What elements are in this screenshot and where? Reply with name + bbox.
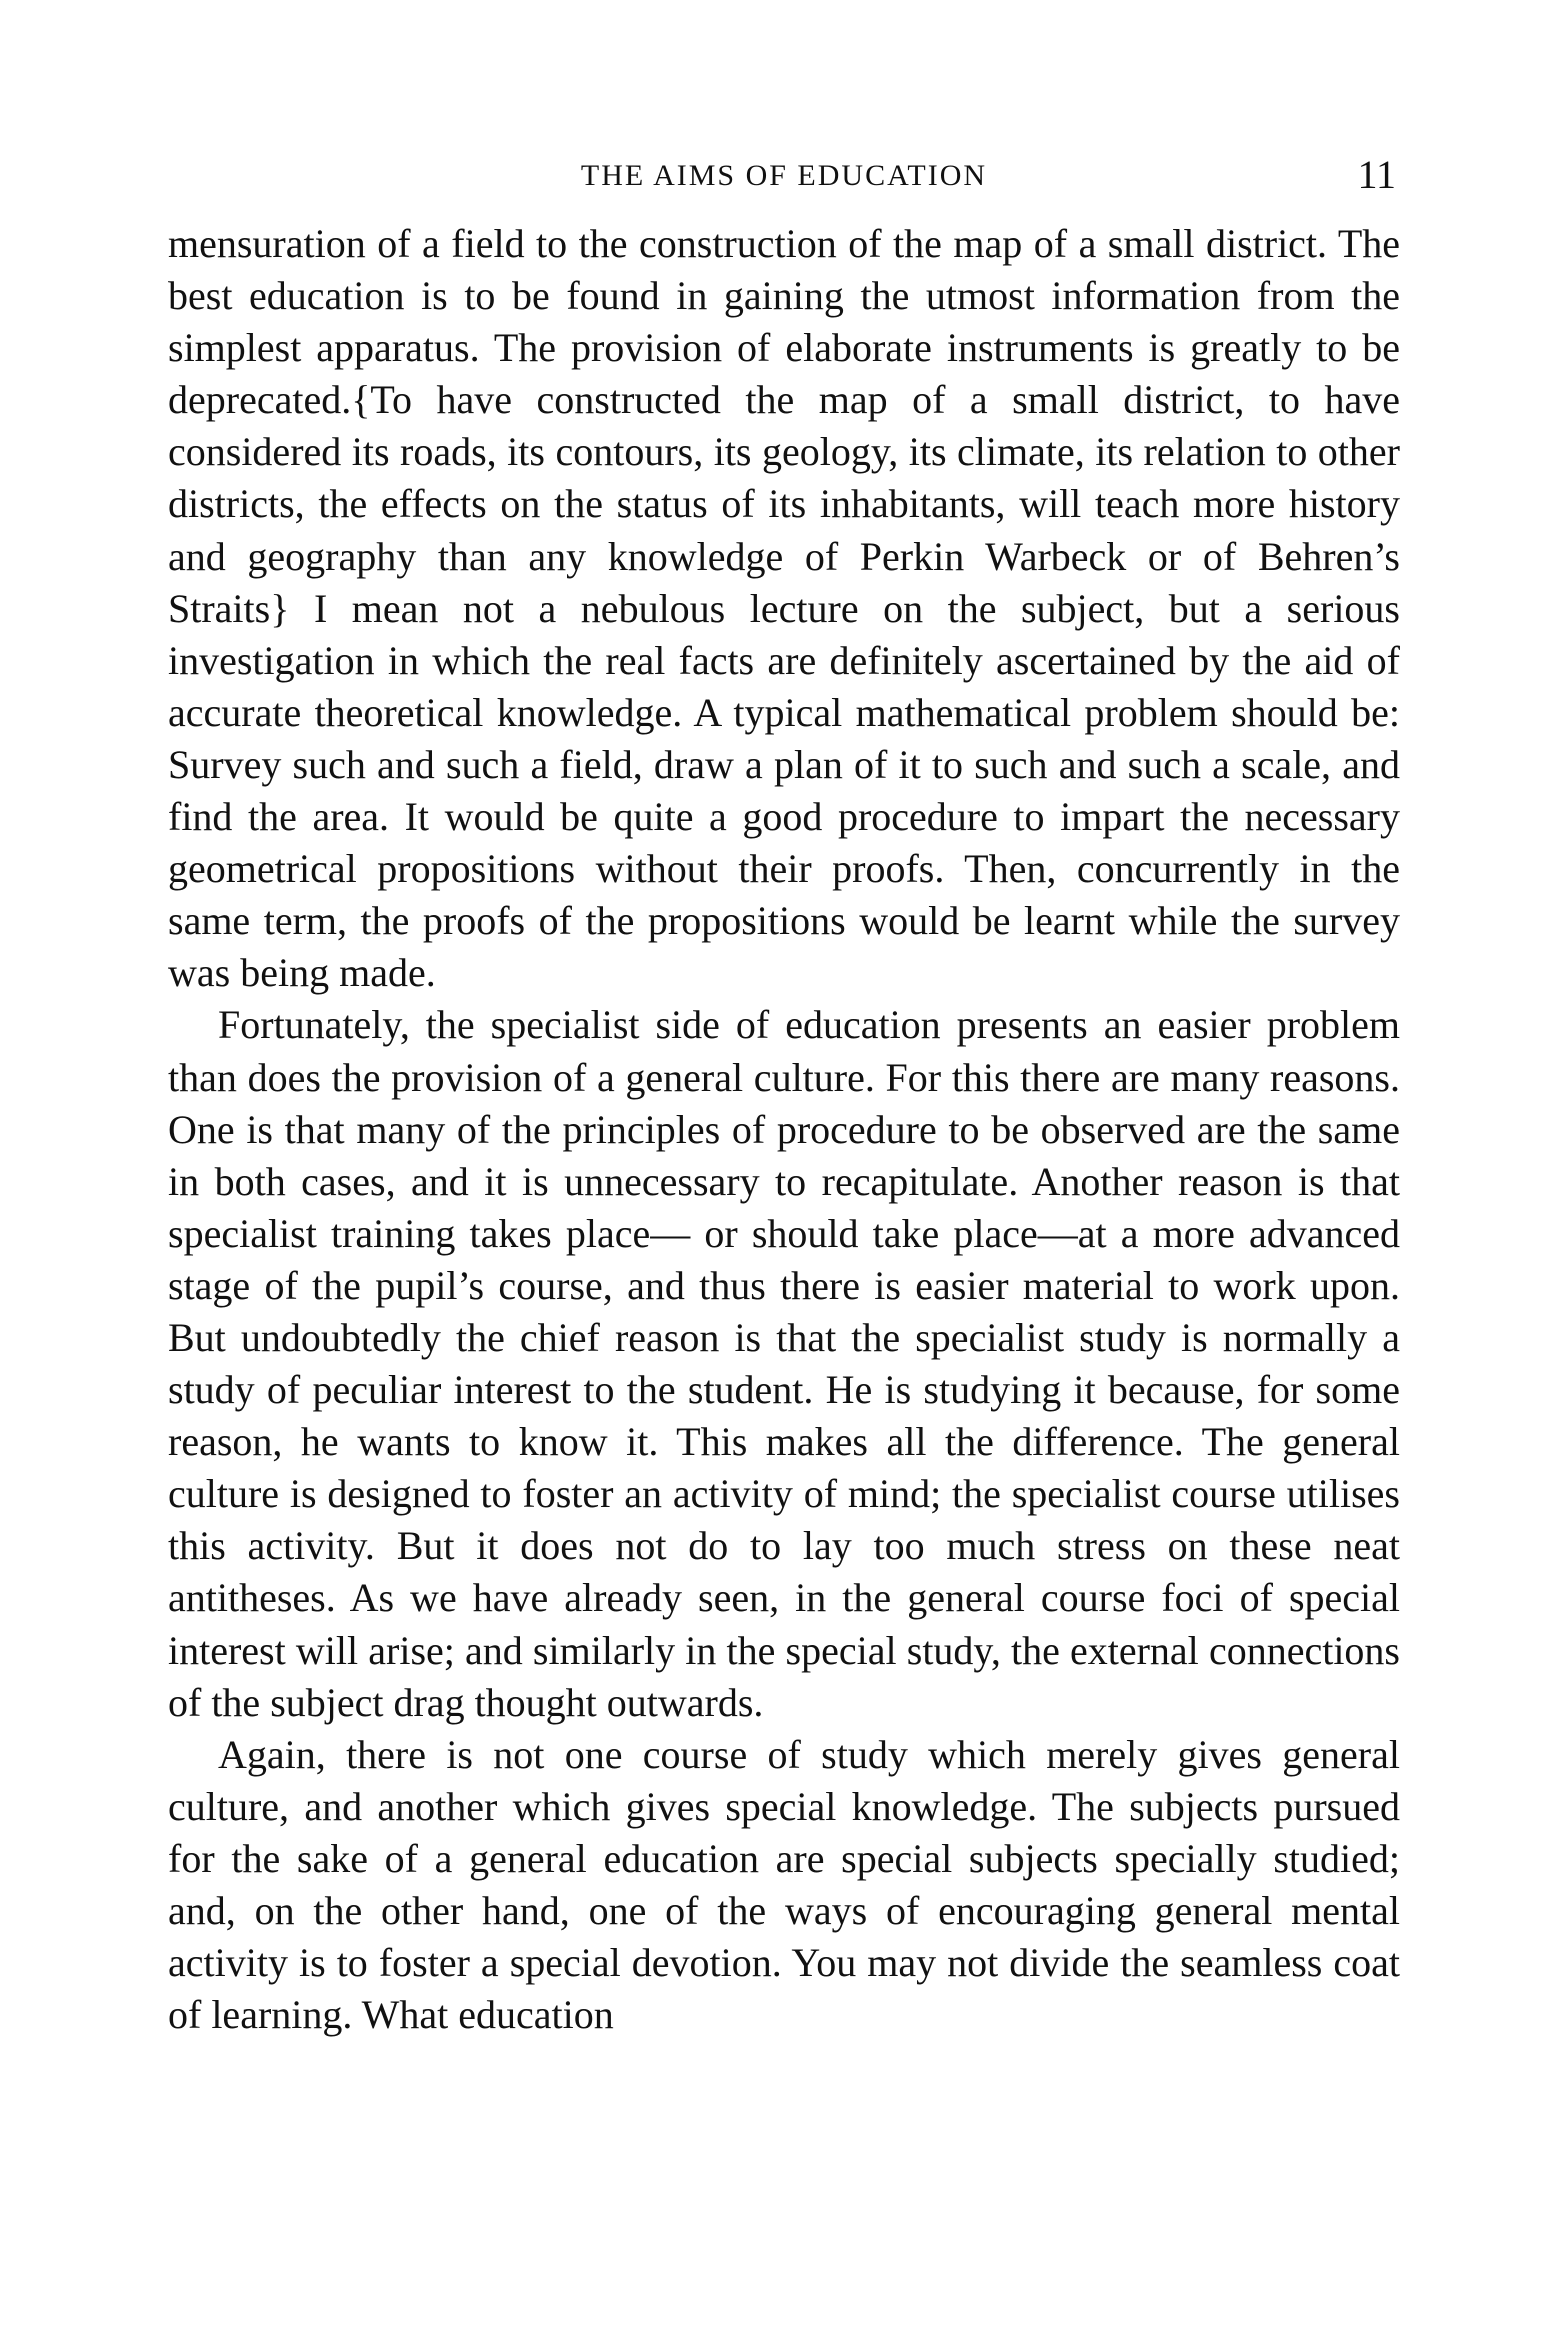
running-head — [168, 151, 1400, 201]
paragraph-1-text-before: mensuration of a field to the construction of the map of a small district. The best education is to be found in gaining the utmost information from the simplest apparatus. The provision of elaborate instruments is greatly to be deprecated. — [168, 221, 1400, 423]
handwritten-bracket-close-mark: } — [270, 585, 290, 631]
paragraph-2: Fortunately, the specialist side of education presents an easier problem than does the provision of a general culture. For this there are many reasons. One is that many of the principles of procedure to be observed are the same in both cases, and it is unnecessary to recapitulate. Another reason is that specialist training takes place— or should take place—at a more advanced stage of the pupil’s course, and thus there is easier material to work upon. But undoubtedly the chief reason is that the specialist study is normally a study of peculiar interest to the student. He is studying it because, for some reason, he wants to know it. This makes all the difference. The general culture is designed to foster an activity of mind; the specialist course utilises this activity. But it does not do to lay too much stress on these neat antitheses. As we have already seen, in the general course foci of special interest will arise; and similarly in the special study, the external connections of the subject drag thought outwards. — [168, 1002, 1400, 1725]
handwritten-bracket-open-mark: { — [351, 377, 371, 423]
paragraph-1-text-after: I mean not a nebulous lecture on the subject, but a serious investigation in which the real facts are definitely ascertained by the aid of accurate theoretical knowledge. A typical mathematical problem should be: Survey such and such a field, draw a plan of it to such and such a scale, and find the area. It would be quite a good procedure to impart the necessary geometrical propositions without their proofs. Then, concurrently in the same term, the proofs of the propositions would be learnt while the survey was being made. — [168, 585, 1400, 996]
running-title: THE AIMS OF EDUCATION — [580, 159, 988, 192]
paragraph-3: Again, there is not one course of study which merely gives general culture, and another which gives special knowledge. The subjects pursued for the sake of a general education are special subjects specially studied; and, on the other hand, one of the ways of encouraging general mental activity is to foster a special devotion. You may not divide the seamless coat of learning. What education — [168, 1731, 1400, 2038]
paragraph-1 — [168, 218, 1400, 999]
paragraph-1-text-middle: To have constructed the map of a small district, to have considered its roads, its contours, its geology, its climate, its relation to other districts, the effects on the status of its inhabitants, will teach more history and geography than any knowledge of Perkin Warbeck or of Behren’s Straits — [168, 377, 1400, 631]
body-text — [168, 218, 1400, 2041]
page-number: 11 — [1357, 152, 1396, 197]
